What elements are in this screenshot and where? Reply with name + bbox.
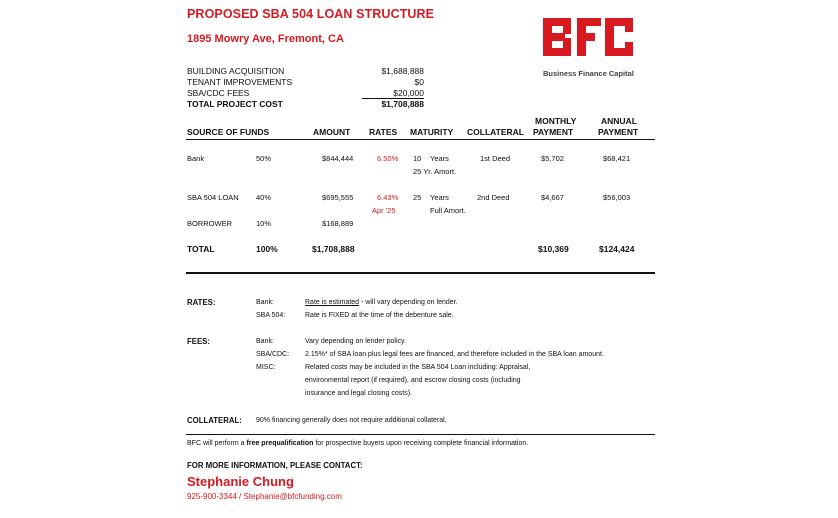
cost-label-building: BUILDING ACQUISITION	[187, 66, 285, 76]
prequal-text	[187, 440, 528, 447]
row-bank-source: Bank	[187, 154, 205, 163]
col-header-maturity: MATURITY	[410, 127, 454, 137]
fees-sba-label: SBA/CDC:	[256, 351, 290, 358]
rates-sba-label: SBA 504:	[256, 312, 286, 319]
rates-label: RATES:	[187, 298, 216, 307]
fees-misc-line-2: environmental report (if required), and escrow closing costs (including	[305, 377, 521, 384]
row-bank-rate: 6.50%	[377, 154, 399, 163]
rates-bank-text	[305, 299, 458, 306]
col-header-monthly-2: PAYMENT	[533, 127, 574, 137]
row-borrower-amount: $168,889	[322, 219, 354, 228]
property-address: 1895 Mowry Ave, Fremont, CA	[187, 33, 344, 45]
row-borrower-pct: 10%	[256, 219, 272, 228]
prequal-text-2: for prospective buyers upon receiving complete financial information.	[313, 440, 529, 447]
cost-value-fees: $20,000	[393, 88, 424, 98]
row-sba-maturity-text: Years	[430, 193, 449, 202]
bfc-logo	[543, 16, 635, 58]
row-sba-pct: 40%	[256, 193, 272, 202]
logo-subtitle: Business Finance Capital	[543, 69, 634, 78]
row-bank-maturity-text: Years	[430, 154, 449, 163]
cost-value-building: $1,688,888	[381, 66, 424, 76]
col-header-collateral: COLLATERAL	[467, 127, 524, 137]
row-sba-rate: 6.43%	[377, 193, 399, 202]
header-rule	[186, 139, 655, 140]
col-header-rates: RATES	[369, 127, 398, 137]
contact-heading: FOR MORE INFORMATION, PLEASE CONTACT:	[187, 461, 363, 470]
row-sba-collateral: 2nd Deed	[477, 193, 510, 202]
fees-misc-label: MISC:	[256, 364, 276, 371]
cost-value-tenant: $0	[414, 77, 424, 87]
col-header-annual-1: ANNUAL	[601, 116, 637, 126]
row-borrower-source: BORROWER	[187, 219, 232, 228]
total-row-label: TOTAL	[187, 244, 215, 254]
total-cost-label: TOTAL PROJECT COST	[187, 99, 283, 109]
row-sba-source: SBA 504 LOAN	[187, 193, 239, 202]
row-bank-amount: $844,444	[322, 154, 354, 163]
row-bank-amort: 25 Yr. Amort.	[413, 167, 457, 176]
row-sba-annual: $56,003	[603, 193, 631, 202]
row-bank-monthly: $5,702	[541, 154, 564, 163]
row-sba-monthly: $4,667	[541, 193, 564, 202]
notes-rule	[186, 434, 655, 435]
col-header-monthly-1: MONTHLY	[535, 116, 577, 126]
prequal-bold: free prequalification	[246, 440, 314, 447]
cost-label-tenant: TENANT IMPROVEMENTS	[187, 77, 293, 87]
rates-bank-rest: - will vary depending on lender.	[359, 299, 458, 306]
row-sba-amort: Full Amort.	[430, 206, 466, 215]
row-bank-collateral: 1st Deed	[480, 154, 511, 163]
total-row-amount: $1,708,888	[312, 244, 355, 254]
cost-label-fees: SBA/CDC FEES	[187, 88, 250, 98]
prequal-text-1: BFC will perform a	[187, 440, 247, 447]
rates-bank-label: Bank:	[256, 299, 274, 306]
total-row-pct: 100%	[256, 244, 278, 254]
total-row-monthly: $10,369	[538, 244, 569, 254]
fees-sba-text: 2.15%* of SBA loan plus legal fees are financed, and therefore included in the SBA loan amount.	[305, 351, 604, 358]
row-bank-annual: $68,421	[603, 154, 631, 163]
collateral-label: COLLATERAL:	[187, 416, 242, 425]
collateral-text: 90% financing generally does not require additional collateral.	[256, 417, 447, 424]
col-header-amount: AMOUNT	[313, 127, 351, 137]
col-header-source: SOURCE OF FUNDS	[187, 127, 270, 137]
rates-estimated-text: Rate is estimated	[305, 299, 360, 306]
row-bank-maturity-num: 10	[413, 154, 422, 163]
contact-name: Stephanie Chung	[187, 474, 294, 489]
row-bank-pct: 50%	[256, 154, 272, 163]
total-cost-value: $1,708,888	[381, 99, 424, 109]
fees-misc-line-1: Related costs may be included in the SBA 504 Loan including: Appraisal,	[305, 364, 531, 371]
fees-label: FEES:	[187, 337, 210, 346]
fees-bank-text: Vary depending on lender policy.	[305, 338, 406, 345]
contact-info[interactable]: 925-900-3344 / Stephanie@bfcfunding.com	[187, 492, 342, 501]
document-title: PROPOSED SBA 504 LOAN STRUCTURE	[187, 7, 435, 21]
section-rule	[186, 272, 655, 274]
row-sba-maturity-num: 25	[413, 193, 422, 202]
fees-misc-line-3: insurance and legal closing costs).	[305, 390, 413, 397]
total-row-annual: $124,424	[599, 244, 635, 254]
row-sba-amount: $695,555	[322, 193, 354, 202]
col-header-annual-2: PAYMENT	[598, 127, 639, 137]
rates-sba-text: Rate is FIXED at the time of the debenture sale.	[305, 312, 454, 319]
fees-bank-label: Bank:	[256, 338, 274, 345]
row-sba-rate-date: Apr '25	[372, 206, 396, 215]
